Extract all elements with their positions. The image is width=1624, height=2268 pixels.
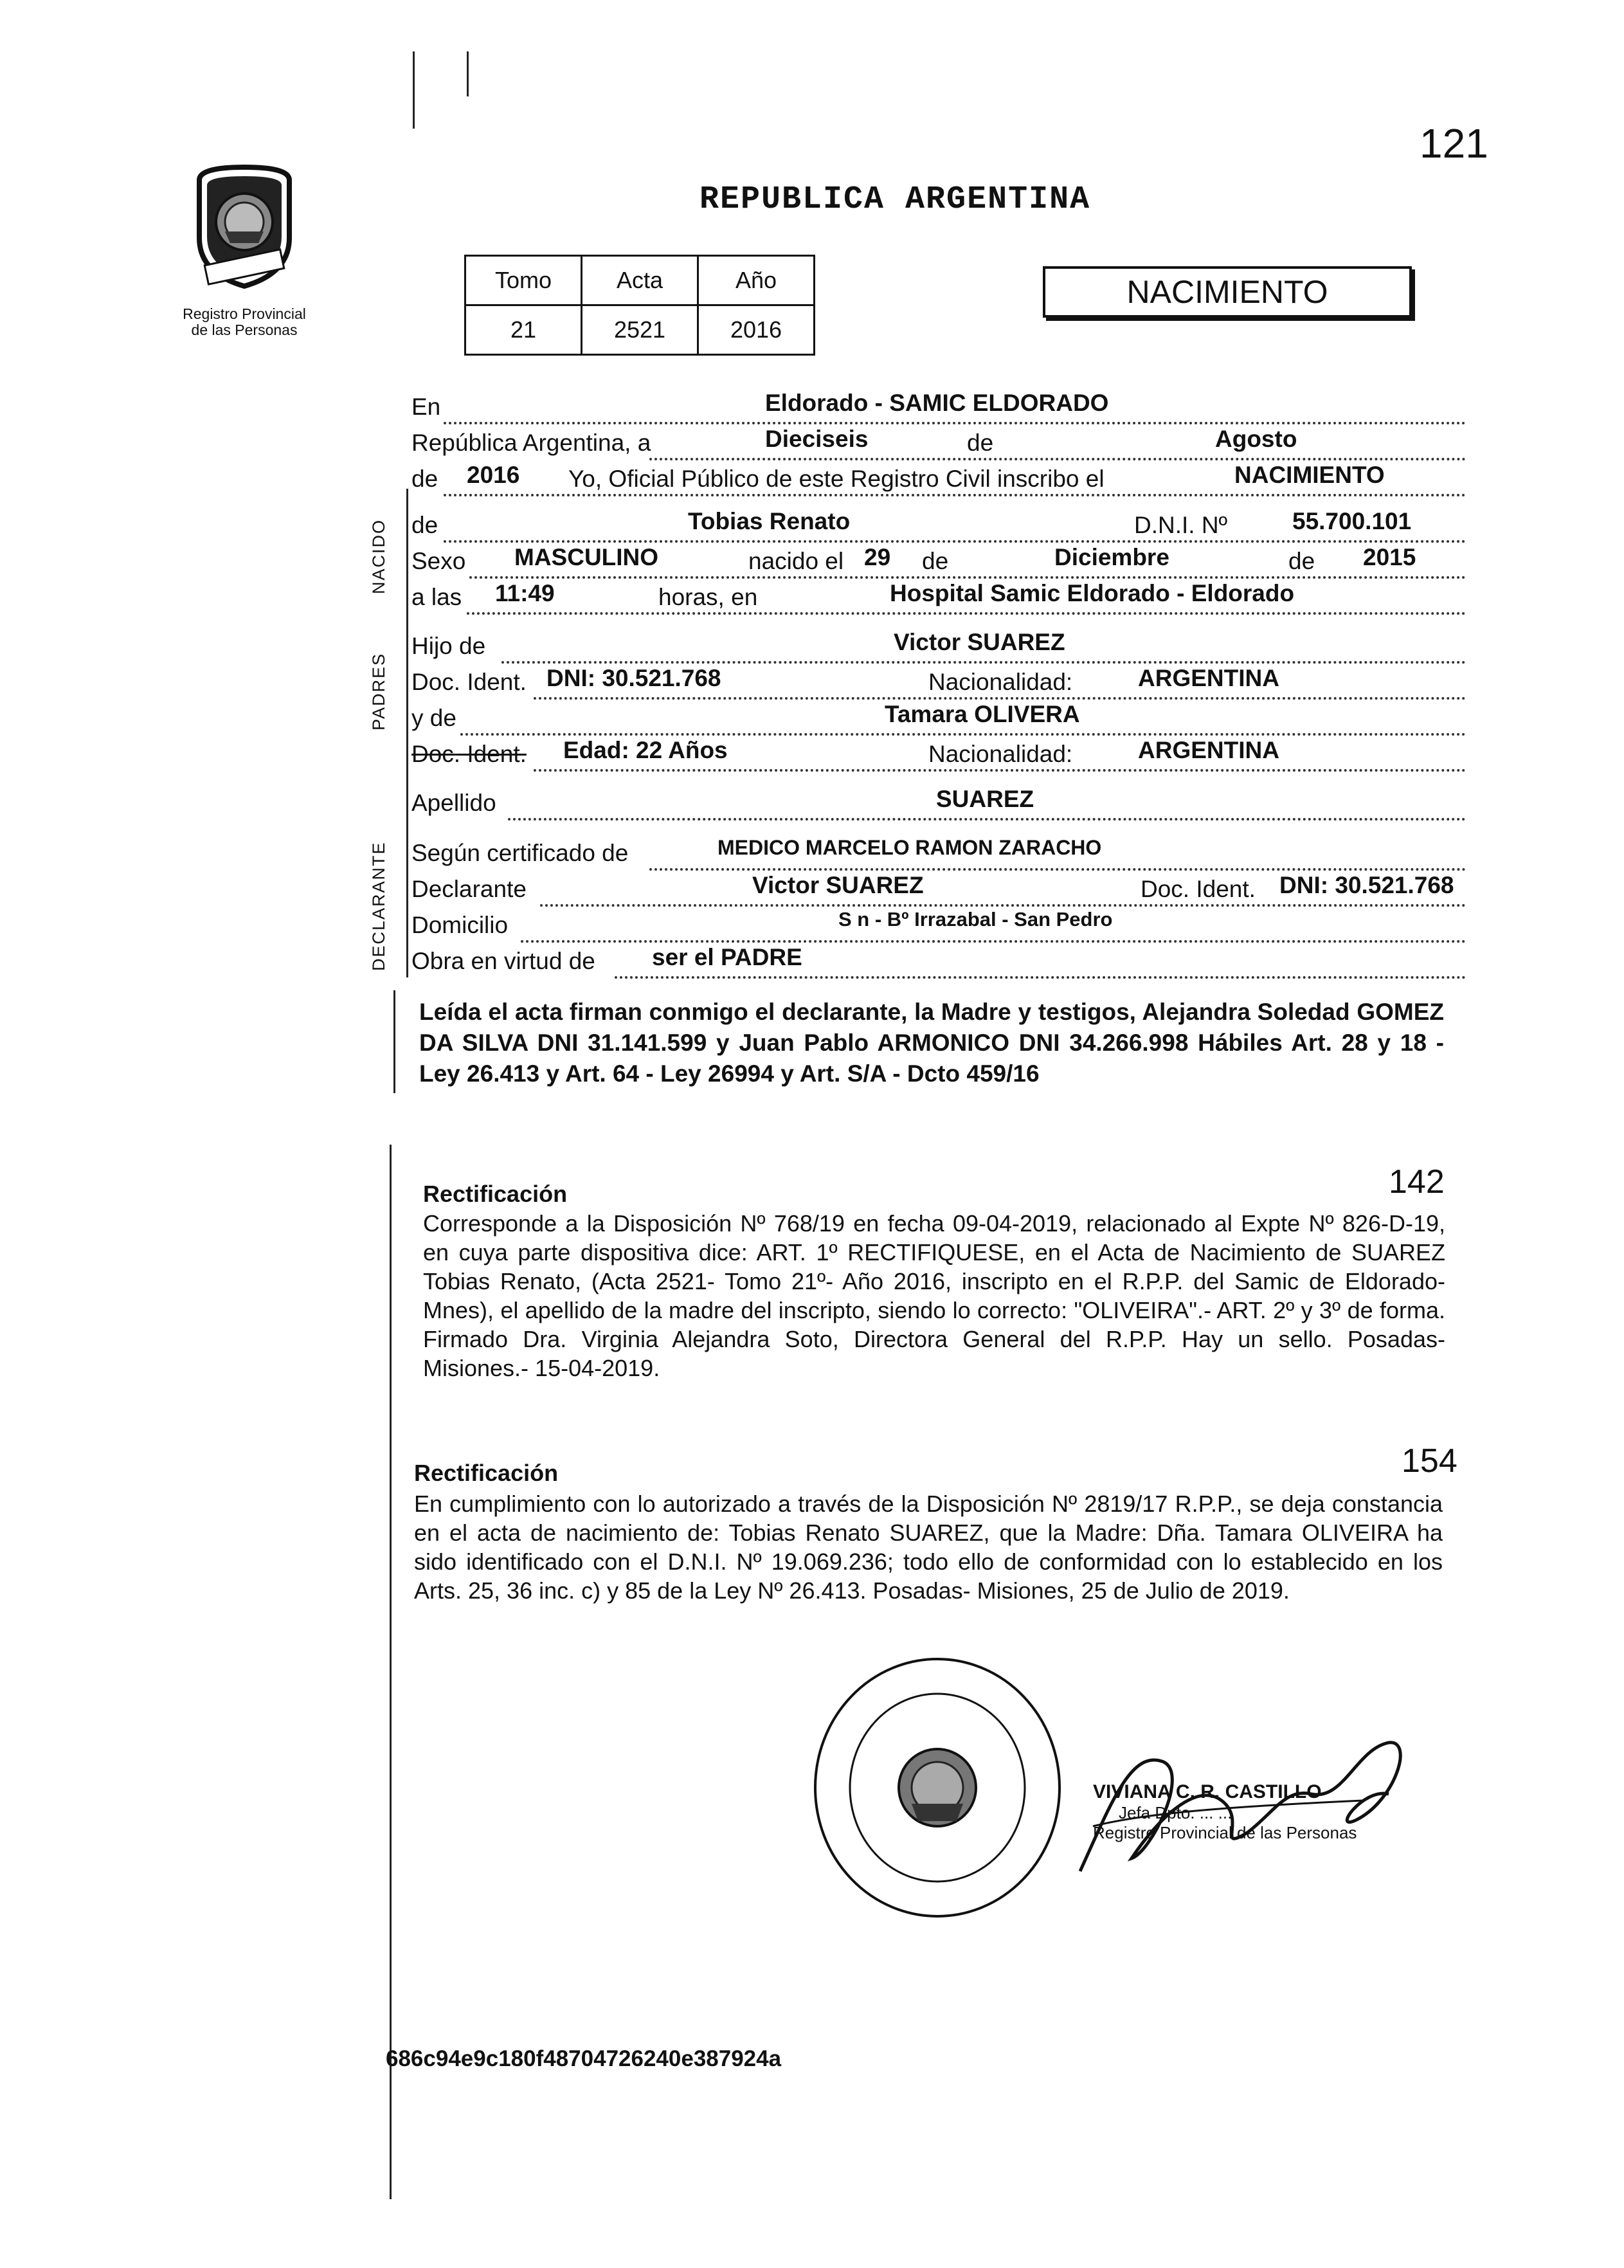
dotted-line [444, 494, 1466, 496]
birth-year-value: 2015 [1363, 544, 1416, 570]
rectification-1-body: Corresponde a la Disposición Nº 768/19 en fecha 09-04-2019, relacionado al Expte Nº 826-D-19, en cuya parte dispositiva dice: ART. 1º RECTIFIQUESE, en el Acta de Nacimiento de SUAREZ Tobias Renato, (Acta 2521- Tomo 21º- Año 2016, inscripto en el R.P.P. del Samic de Eldorado-Mnes), el apellido de la madre del inscripto, siendo lo correcto: "OLIVEIRA".- ART. 2º y 3º de forma. Firmado Dra. Virginia Alejandra Soto, Directora General del R.P.P. Hay un sello. Posadas- Misiones.- 15-04-2019. [423, 1210, 1445, 1381]
record-table-header: Año [698, 256, 815, 305]
margin-line [467, 51, 469, 96]
domicilio-label: Domicilio [411, 912, 509, 938]
father-nationality-value: ARGENTINA [1138, 665, 1279, 691]
margin-line [390, 1145, 392, 2199]
mother-nationality-value: ARGENTINA [1138, 737, 1279, 763]
document-hash: 686c94e9c180f48704726240e387924a [386, 2046, 782, 2071]
apellido-label: Apellido [411, 790, 496, 816]
sex-value: MASCULINO [514, 544, 659, 570]
dotted-line [521, 940, 1466, 943]
child-name-value: Tobias Renato [688, 508, 851, 534]
dotted-line [460, 733, 1466, 736]
dotted-line [540, 904, 1466, 907]
declarante-label: Declarante [411, 876, 527, 902]
row-time [411, 580, 1466, 620]
row-certificate [411, 836, 1466, 876]
republica-label: República Argentina, a [411, 430, 651, 456]
address-value: S n - Bº Irrazabal - San Pedro [838, 908, 1113, 930]
birth-day-value: 29 [864, 544, 891, 570]
declarant-name-value: Victor SUAREZ [752, 872, 924, 898]
obra-label: Obra en virtud de [411, 948, 595, 974]
registry-name-line1: Registro Provincial [183, 305, 306, 322]
dotted-line [501, 661, 1466, 664]
dotted-line [444, 540, 1466, 543]
nacido-de-label: de [919, 548, 951, 575]
section-label-declarante: DECLARANTE [369, 841, 388, 971]
signer-office: Registro Provincial de las Personas [1093, 1823, 1357, 1842]
de-label: de [964, 430, 996, 457]
row-mother-doc [411, 737, 1466, 777]
certificate-value: MEDICO MARCELO RAMON ZARACHO [717, 836, 1102, 859]
dotted-line [444, 422, 1466, 424]
row-declarant [411, 872, 1466, 912]
row-father [411, 629, 1466, 669]
row-date [411, 426, 1466, 466]
act-type-box: NACIMIENTO [1043, 266, 1412, 318]
place-value: Eldorado - SAMIC ELDORADO [765, 390, 1109, 416]
margin-line [393, 990, 395, 1093]
dni-label: D.N.I. Nº [1132, 512, 1230, 539]
registry-name [162, 306, 327, 338]
record-table-header: Acta [582, 256, 698, 305]
closing-note: Leída el acta firman conmigo el declarante, la Madre y testigos, Alejandra Soledad GOMEZ DA SILVA DNI 31.141.599 y Juan Pablo ARMONICO DNI 34.266.998 Hábiles Art. 28 y 18 - Ley 26.413 y Art. 64 - Ley 26994 y Art. S/A - Dcto 459/16 [419, 999, 1444, 1087]
father-name-value: Victor SUAREZ [894, 629, 1065, 655]
registry-name-line2: de las Personas [191, 322, 298, 338]
inscribo-value: NACIMIENTO [1234, 462, 1385, 488]
year-value: 2016 [467, 462, 520, 488]
row-name [411, 508, 1466, 548]
row-father-doc [411, 665, 1466, 705]
horas-en-label: horas, en [656, 584, 760, 611]
dotted-line [467, 612, 1466, 615]
de2-label: de [411, 466, 438, 492]
father-doc-value: DNI: 30.521.768 [546, 665, 721, 691]
rectification-1-title: Rectificación [423, 1181, 568, 1207]
dotted-line [534, 769, 1466, 772]
provincial-seal-logo [186, 161, 302, 289]
row-surname [411, 786, 1466, 826]
row-capacity [411, 944, 1466, 984]
nacido-de2-label: de [1286, 548, 1317, 575]
row-inscription [411, 462, 1466, 502]
record-table-header: Tomo [465, 256, 582, 305]
doc-ident3-label: Doc. Ident. [1138, 876, 1258, 903]
dotted-line [649, 868, 1466, 871]
dotted-line [534, 697, 1466, 700]
signer-title: Jefa Dpto. ... ... [1119, 1803, 1232, 1822]
handwritten-signature [1054, 1723, 1414, 1891]
row-sex [411, 544, 1466, 584]
record-table-cell: 2521 [582, 305, 698, 355]
rectification-2-number: 154 [1402, 1442, 1457, 1480]
dotted-line [508, 818, 1466, 821]
mother-doc-value: Edad: 22 Años [563, 737, 728, 763]
record-table-cell: 2016 [698, 305, 815, 355]
de-nombre-label: de [411, 512, 438, 538]
official-stamp [802, 1653, 1072, 1923]
nacido-label: nacido el [746, 548, 846, 575]
sexo-label: Sexo [411, 548, 466, 574]
birth-month-value: Diciembre [1054, 544, 1169, 570]
page-number: 121 [1420, 120, 1488, 167]
birth-place-value: Hospital Samic Eldorado - Eldorado [890, 580, 1295, 606]
declarant-doc-value: DNI: 30.521.768 [1279, 872, 1454, 898]
doc-ident2-label: Doc. Ident. [411, 741, 527, 767]
margin-line [413, 51, 415, 129]
row-address [411, 908, 1466, 948]
dotted-line [615, 976, 1466, 979]
section-label-padres: PADRES [369, 652, 388, 730]
record-table-cell: 21 [465, 305, 582, 355]
country-title: REPUBLICA ARGENTINA [699, 181, 1091, 218]
alas-label: a las [411, 584, 462, 610]
row-mother [411, 701, 1466, 741]
mother-name-value: Tamara OLIVERA [885, 701, 1080, 727]
day-value: Dieciseis [765, 426, 869, 452]
row-en [411, 390, 1466, 430]
dotted-line [649, 458, 1466, 460]
section-label-nacido: NACIDO [369, 518, 388, 594]
nacionalidad2-label: Nacionalidad: [926, 741, 1075, 768]
signer-name: VIVIANA C. R. CASTILLO [1093, 1781, 1322, 1802]
en-label: En [411, 394, 441, 420]
capacity-value: ser el PADRE [652, 944, 802, 970]
nacionalidad-label: Nacionalidad: [926, 669, 1075, 696]
dotted-line [469, 576, 1466, 579]
surname-value: SUAREZ [936, 786, 1034, 812]
rectification-2-body: En cumplimiento con lo autorizado a través de la Disposición Nº 2819/17 R.P.P., se deja constancia en el acta de nacimiento de: Tobias Renato SUAREZ, que la Madre: Dña. Tamara OLIVEIRA ha sido identificado con el D.N.I. Nº 19.069.236; todo ello de conformidad con lo establecido en los Arts. 25, 36 inc. c) y 85 de la Ley Nº 26.413. Posadas- Misiones, 25 de Julio de 2019. [414, 1491, 1443, 1604]
margin-line [406, 489, 408, 977]
rectification-2-title: Rectificación [414, 1460, 559, 1486]
birth-time-value: 11:49 [495, 580, 555, 606]
month-value: Agosto [1215, 426, 1297, 452]
rectification-1-number: 142 [1389, 1163, 1445, 1201]
y-de-label: y de [411, 705, 456, 731]
yo-oficial-label: Yo, Oficial Público de este Registro Civil inscribo el [566, 466, 1107, 493]
child-dni-value: 55.700.101 [1292, 508, 1412, 534]
hijo-label: Hijo de [411, 633, 486, 659]
doc-ident-label: Doc. Ident. [411, 669, 527, 695]
record-table [464, 255, 815, 356]
segun-label: Según certificado de [411, 840, 629, 866]
